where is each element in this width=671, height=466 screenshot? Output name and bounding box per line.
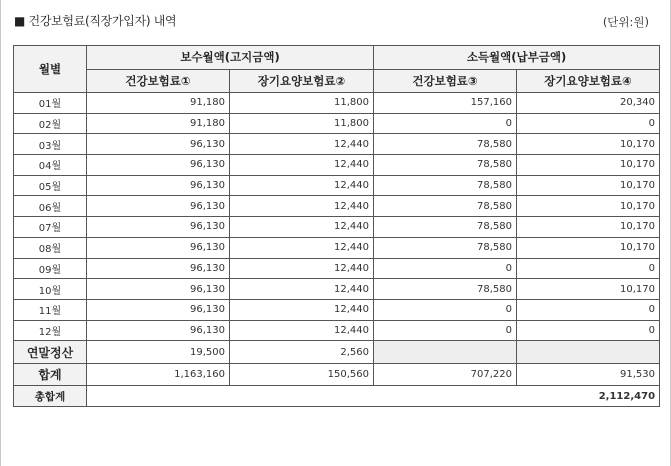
row-pay-health: 96,130 <box>87 217 230 238</box>
row-pay-ltc: 11,800 <box>230 93 374 114</box>
row-income-ltc: 10,170 <box>517 196 660 217</box>
row-income-ltc: 0 <box>517 258 660 279</box>
row-income-ltc: 10,170 <box>517 237 660 258</box>
table-row <box>14 113 660 134</box>
row-pay-health: 96,130 <box>87 237 230 258</box>
row-month: 03월 <box>14 134 87 155</box>
row-pay-ltc: 11,800 <box>230 113 374 134</box>
settlement-pay-ltc: 2,560 <box>230 341 374 364</box>
row-pay-ltc: 12,440 <box>230 175 374 196</box>
row-income-health: 78,580 <box>374 196 517 217</box>
row-income-ltc: 10,170 <box>517 155 660 176</box>
row-income-health: 78,580 <box>374 217 517 238</box>
row-income-ltc: 0 <box>517 113 660 134</box>
subtotal-row <box>14 363 660 386</box>
table-row <box>14 196 660 217</box>
header-group-income: 소득월액(납부금액) <box>374 46 660 70</box>
settlement-pay-health: 19,500 <box>87 341 230 364</box>
row-income-ltc: 10,170 <box>517 175 660 196</box>
row-pay-health: 91,180 <box>87 93 230 114</box>
row-pay-ltc: 12,440 <box>230 258 374 279</box>
unit-label: (단위:원) <box>602 15 649 29</box>
table-row <box>14 93 660 114</box>
row-month: 10월 <box>14 279 87 300</box>
row-income-health: 78,580 <box>374 134 517 155</box>
row-income-ltc: 10,170 <box>517 134 660 155</box>
row-pay-health: 96,130 <box>87 299 230 320</box>
premium-table <box>13 45 660 407</box>
table-row <box>14 258 660 279</box>
table-row <box>14 134 660 155</box>
row-pay-health: 96,130 <box>87 320 230 341</box>
row-income-ltc: 0 <box>517 320 660 341</box>
table-row <box>14 175 660 196</box>
header-row-group <box>14 46 660 70</box>
settlement-row <box>14 341 660 364</box>
header-income-health: 건강보험료③ <box>374 69 517 93</box>
row-income-health: 0 <box>374 258 517 279</box>
table-body <box>14 93 660 341</box>
page-title: ■ 건강보험료(직장가입자) 내역 <box>14 14 177 28</box>
row-pay-health: 96,130 <box>87 134 230 155</box>
row-pay-ltc: 12,440 <box>230 279 374 300</box>
subtotal-label: 합계 <box>14 363 87 386</box>
header-income-ltc: 장기요양보험료④ <box>517 69 660 93</box>
row-income-ltc: 0 <box>517 299 660 320</box>
subtotal-pay-health: 1,163,160 <box>87 363 230 386</box>
table-row <box>14 155 660 176</box>
row-month: 06월 <box>14 196 87 217</box>
row-pay-health: 96,130 <box>87 258 230 279</box>
row-pay-health: 96,130 <box>87 155 230 176</box>
row-pay-ltc: 12,440 <box>230 299 374 320</box>
row-pay-ltc: 12,440 <box>230 217 374 238</box>
row-income-health: 0 <box>374 320 517 341</box>
header-pay-ltc: 장기요양보험료② <box>230 69 374 93</box>
row-pay-health: 96,130 <box>87 175 230 196</box>
grand-total-value: 2,112,470 <box>87 386 660 407</box>
subtotal-income-ltc: 91,530 <box>517 363 660 386</box>
row-income-ltc: 10,170 <box>517 279 660 300</box>
row-month: 08월 <box>14 237 87 258</box>
row-income-health: 157,160 <box>374 93 517 114</box>
row-income-health: 78,580 <box>374 175 517 196</box>
row-month: 07월 <box>14 217 87 238</box>
row-month: 01월 <box>14 93 87 114</box>
subtotal-pay-ltc: 150,560 <box>230 363 374 386</box>
row-income-health: 78,580 <box>374 155 517 176</box>
row-income-health: 78,580 <box>374 237 517 258</box>
row-pay-ltc: 12,440 <box>230 155 374 176</box>
row-income-ltc: 20,340 <box>517 93 660 114</box>
row-pay-ltc: 12,440 <box>230 196 374 217</box>
row-pay-ltc: 12,440 <box>230 134 374 155</box>
row-pay-ltc: 12,440 <box>230 320 374 341</box>
table-row <box>14 320 660 341</box>
table-row <box>14 217 660 238</box>
row-income-health: 0 <box>374 299 517 320</box>
grand-total-row <box>14 386 660 407</box>
header-pay-health: 건강보험료① <box>87 69 230 93</box>
table-row <box>14 279 660 300</box>
settlement-income-ltc-empty <box>517 341 660 364</box>
row-month: 11월 <box>14 299 87 320</box>
table-summary <box>14 341 660 407</box>
row-pay-ltc: 12,440 <box>230 237 374 258</box>
row-pay-health: 96,130 <box>87 279 230 300</box>
settlement-label: 연말정산 <box>14 341 87 364</box>
header-group-pay: 보수월액(고지금액) <box>87 46 374 70</box>
header-row-columns <box>14 69 660 93</box>
row-month: 02월 <box>14 113 87 134</box>
grand-total-label: 총합계 <box>14 386 87 407</box>
row-month: 12월 <box>14 320 87 341</box>
header-month: 월별 <box>14 46 87 93</box>
row-income-health: 0 <box>374 113 517 134</box>
row-income-health: 78,580 <box>374 279 517 300</box>
row-month: 05월 <box>14 175 87 196</box>
subtotal-income-health: 707,220 <box>374 363 517 386</box>
row-month: 04월 <box>14 155 87 176</box>
table-row <box>14 237 660 258</box>
row-pay-health: 91,180 <box>87 113 230 134</box>
settlement-income-health-empty <box>374 341 517 364</box>
row-month: 09월 <box>14 258 87 279</box>
row-pay-health: 96,130 <box>87 196 230 217</box>
table-row <box>14 299 660 320</box>
row-income-ltc: 10,170 <box>517 217 660 238</box>
